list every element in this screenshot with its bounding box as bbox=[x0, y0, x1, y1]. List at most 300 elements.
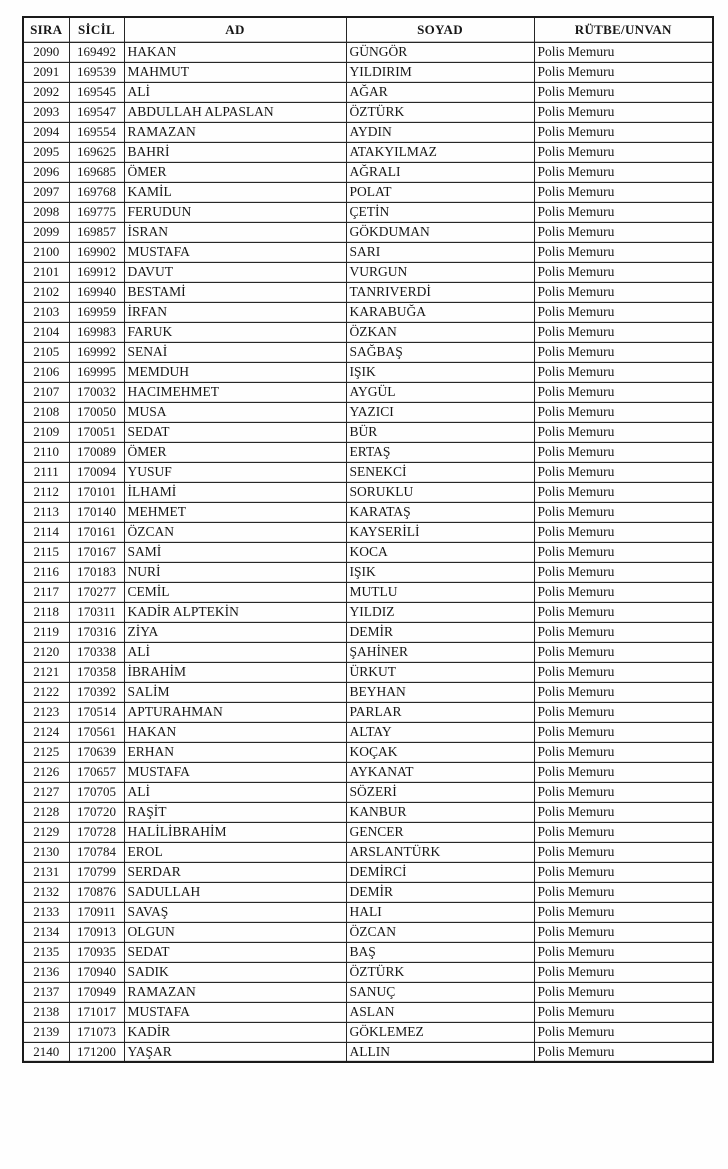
cell-rutbe: Polis Memuru bbox=[534, 442, 713, 462]
cell-sira: 2132 bbox=[23, 882, 69, 902]
cell-sira: 2109 bbox=[23, 422, 69, 442]
cell-sicil: 169625 bbox=[69, 142, 124, 162]
cell-sicil: 169857 bbox=[69, 222, 124, 242]
cell-ad: İSRAN bbox=[124, 222, 346, 242]
cell-sira: 2097 bbox=[23, 182, 69, 202]
cell-sicil: 170720 bbox=[69, 802, 124, 822]
cell-rutbe: Polis Memuru bbox=[534, 102, 713, 122]
cell-ad: MUSA bbox=[124, 402, 346, 422]
table-row bbox=[23, 362, 713, 382]
table-row bbox=[23, 62, 713, 82]
cell-rutbe: Polis Memuru bbox=[534, 562, 713, 582]
cell-soyad: ÖZTÜRK bbox=[346, 962, 534, 982]
table-row bbox=[23, 202, 713, 222]
table-row bbox=[23, 342, 713, 362]
header-row bbox=[23, 17, 713, 42]
cell-sicil: 170316 bbox=[69, 622, 124, 642]
cell-ad: HAKAN bbox=[124, 722, 346, 742]
cell-soyad: ALLIN bbox=[346, 1042, 534, 1062]
cell-sicil: 170728 bbox=[69, 822, 124, 842]
cell-rutbe: Polis Memuru bbox=[534, 602, 713, 622]
table-row bbox=[23, 262, 713, 282]
cell-sicil: 170032 bbox=[69, 382, 124, 402]
cell-sicil: 169992 bbox=[69, 342, 124, 362]
cell-sicil: 170183 bbox=[69, 562, 124, 582]
cell-soyad: TANRIVERDİ bbox=[346, 282, 534, 302]
cell-sicil: 170799 bbox=[69, 862, 124, 882]
table-row bbox=[23, 162, 713, 182]
table-row bbox=[23, 82, 713, 102]
table-row bbox=[23, 642, 713, 662]
cell-ad: MUSTAFA bbox=[124, 242, 346, 262]
cell-sira: 2094 bbox=[23, 122, 69, 142]
cell-ad: ALİ bbox=[124, 642, 346, 662]
cell-soyad: VURGUN bbox=[346, 262, 534, 282]
cell-rutbe: Polis Memuru bbox=[534, 122, 713, 142]
cell-rutbe: Polis Memuru bbox=[534, 162, 713, 182]
table-row bbox=[23, 122, 713, 142]
cell-soyad: ÖZKAN bbox=[346, 322, 534, 342]
cell-sicil: 169492 bbox=[69, 42, 124, 62]
cell-rutbe: Polis Memuru bbox=[534, 382, 713, 402]
cell-soyad: BAŞ bbox=[346, 942, 534, 962]
table-row bbox=[23, 962, 713, 982]
cell-ad: ÖMER bbox=[124, 442, 346, 462]
cell-sicil: 171017 bbox=[69, 1002, 124, 1022]
cell-rutbe: Polis Memuru bbox=[534, 542, 713, 562]
cell-soyad: PARLAR bbox=[346, 702, 534, 722]
table-row bbox=[23, 822, 713, 842]
cell-sicil: 171200 bbox=[69, 1042, 124, 1062]
cell-ad: KADİR bbox=[124, 1022, 346, 1042]
cell-rutbe: Polis Memuru bbox=[534, 742, 713, 762]
cell-sicil: 170913 bbox=[69, 922, 124, 942]
cell-soyad: ÖZTÜRK bbox=[346, 102, 534, 122]
table-row bbox=[23, 402, 713, 422]
cell-ad: HACIMEHMET bbox=[124, 382, 346, 402]
cell-sicil: 170140 bbox=[69, 502, 124, 522]
cell-ad: HAKAN bbox=[124, 42, 346, 62]
table-row bbox=[23, 102, 713, 122]
cell-soyad: KOÇAK bbox=[346, 742, 534, 762]
table-row bbox=[23, 882, 713, 902]
cell-rutbe: Polis Memuru bbox=[534, 982, 713, 1002]
column-header-ad: AD bbox=[124, 17, 346, 42]
cell-ad: EROL bbox=[124, 842, 346, 862]
cell-sira: 2096 bbox=[23, 162, 69, 182]
cell-ad: ALİ bbox=[124, 782, 346, 802]
cell-sira: 2134 bbox=[23, 922, 69, 942]
cell-soyad: ARSLANTÜRK bbox=[346, 842, 534, 862]
cell-sicil: 170311 bbox=[69, 602, 124, 622]
table-row bbox=[23, 522, 713, 542]
cell-ad: İLHAMİ bbox=[124, 482, 346, 502]
cell-soyad: SORUKLU bbox=[346, 482, 534, 502]
cell-soyad: GÖKLEMEZ bbox=[346, 1022, 534, 1042]
cell-ad: SADULLAH bbox=[124, 882, 346, 902]
cell-ad: SAMİ bbox=[124, 542, 346, 562]
cell-sicil: 170161 bbox=[69, 522, 124, 542]
table-row bbox=[23, 322, 713, 342]
cell-rutbe: Polis Memuru bbox=[534, 842, 713, 862]
cell-sira: 2127 bbox=[23, 782, 69, 802]
cell-sira: 2093 bbox=[23, 102, 69, 122]
table-row bbox=[23, 562, 713, 582]
cell-sira: 2137 bbox=[23, 982, 69, 1002]
cell-soyad: KANBUR bbox=[346, 802, 534, 822]
cell-sira: 2102 bbox=[23, 282, 69, 302]
cell-rutbe: Polis Memuru bbox=[534, 1002, 713, 1022]
cell-rutbe: Polis Memuru bbox=[534, 222, 713, 242]
table-row bbox=[23, 982, 713, 1002]
cell-soyad: KARABUĞA bbox=[346, 302, 534, 322]
table-row bbox=[23, 662, 713, 682]
cell-sicil: 170876 bbox=[69, 882, 124, 902]
column-header-sira: SIRA bbox=[23, 17, 69, 42]
table-row bbox=[23, 602, 713, 622]
table-row bbox=[23, 842, 713, 862]
cell-ad: RAŞİT bbox=[124, 802, 346, 822]
cell-rutbe: Polis Memuru bbox=[534, 682, 713, 702]
cell-sicil: 170358 bbox=[69, 662, 124, 682]
cell-rutbe: Polis Memuru bbox=[534, 262, 713, 282]
cell-soyad: YILDIRIM bbox=[346, 62, 534, 82]
cell-soyad: ALTAY bbox=[346, 722, 534, 742]
cell-rutbe: Polis Memuru bbox=[534, 582, 713, 602]
cell-ad: BESTAMİ bbox=[124, 282, 346, 302]
cell-sira: 2111 bbox=[23, 462, 69, 482]
cell-soyad: BÜR bbox=[346, 422, 534, 442]
cell-ad: SEDAT bbox=[124, 422, 346, 442]
cell-sira: 2114 bbox=[23, 522, 69, 542]
cell-sira: 2100 bbox=[23, 242, 69, 262]
cell-rutbe: Polis Memuru bbox=[534, 282, 713, 302]
table-row bbox=[23, 142, 713, 162]
cell-sira: 2090 bbox=[23, 42, 69, 62]
table-row bbox=[23, 682, 713, 702]
cell-ad: İBRAHİM bbox=[124, 662, 346, 682]
cell-ad: SENAİ bbox=[124, 342, 346, 362]
cell-sira: 2098 bbox=[23, 202, 69, 222]
cell-ad: DAVUT bbox=[124, 262, 346, 282]
cell-soyad: AYGÜL bbox=[346, 382, 534, 402]
cell-rutbe: Polis Memuru bbox=[534, 362, 713, 382]
cell-soyad: ERTAŞ bbox=[346, 442, 534, 462]
cell-rutbe: Polis Memuru bbox=[534, 322, 713, 342]
cell-ad: ABDULLAH ALPASLAN bbox=[124, 102, 346, 122]
cell-rutbe: Polis Memuru bbox=[534, 1022, 713, 1042]
cell-sicil: 169902 bbox=[69, 242, 124, 262]
table-row bbox=[23, 482, 713, 502]
table-row bbox=[23, 922, 713, 942]
table-row bbox=[23, 182, 713, 202]
cell-ad: MUSTAFA bbox=[124, 762, 346, 782]
cell-sicil: 170277 bbox=[69, 582, 124, 602]
cell-soyad: SANUÇ bbox=[346, 982, 534, 1002]
cell-sicil: 170949 bbox=[69, 982, 124, 1002]
cell-soyad: MUTLU bbox=[346, 582, 534, 602]
table-row bbox=[23, 542, 713, 562]
cell-sira: 2105 bbox=[23, 342, 69, 362]
cell-rutbe: Polis Memuru bbox=[534, 862, 713, 882]
table-row bbox=[23, 302, 713, 322]
cell-ad: SAVAŞ bbox=[124, 902, 346, 922]
cell-sicil: 169959 bbox=[69, 302, 124, 322]
cell-sira: 2140 bbox=[23, 1042, 69, 1062]
cell-sicil: 170657 bbox=[69, 762, 124, 782]
cell-ad: SALİM bbox=[124, 682, 346, 702]
table-row bbox=[23, 1002, 713, 1022]
cell-sira: 2128 bbox=[23, 802, 69, 822]
cell-soyad: GENCER bbox=[346, 822, 534, 842]
table-row bbox=[23, 622, 713, 642]
cell-sira: 2138 bbox=[23, 1002, 69, 1022]
cell-sira: 2110 bbox=[23, 442, 69, 462]
cell-soyad: KAYSERİLİ bbox=[346, 522, 534, 542]
cell-rutbe: Polis Memuru bbox=[534, 242, 713, 262]
table-header bbox=[23, 17, 713, 42]
cell-sicil: 170911 bbox=[69, 902, 124, 922]
cell-rutbe: Polis Memuru bbox=[534, 622, 713, 642]
cell-sicil: 169545 bbox=[69, 82, 124, 102]
cell-rutbe: Polis Memuru bbox=[534, 502, 713, 522]
table-row bbox=[23, 702, 713, 722]
cell-sicil: 170101 bbox=[69, 482, 124, 502]
cell-sira: 2131 bbox=[23, 862, 69, 882]
table-row bbox=[23, 242, 713, 262]
cell-ad: BAHRİ bbox=[124, 142, 346, 162]
cell-soyad: ASLAN bbox=[346, 1002, 534, 1022]
cell-rutbe: Polis Memuru bbox=[534, 902, 713, 922]
cell-sira: 2115 bbox=[23, 542, 69, 562]
cell-ad: CEMİL bbox=[124, 582, 346, 602]
table-row bbox=[23, 862, 713, 882]
cell-sira: 2125 bbox=[23, 742, 69, 762]
table-row bbox=[23, 282, 713, 302]
cell-ad: SEDAT bbox=[124, 942, 346, 962]
cell-rutbe: Polis Memuru bbox=[534, 142, 713, 162]
cell-rutbe: Polis Memuru bbox=[534, 342, 713, 362]
cell-soyad: ATAKYILMAZ bbox=[346, 142, 534, 162]
cell-ad: MAHMUT bbox=[124, 62, 346, 82]
table-row bbox=[23, 802, 713, 822]
cell-soyad: DEMİRCİ bbox=[346, 862, 534, 882]
cell-ad: HALİLİBRAHİM bbox=[124, 822, 346, 842]
cell-rutbe: Polis Memuru bbox=[534, 522, 713, 542]
cell-soyad: ÖZCAN bbox=[346, 922, 534, 942]
cell-rutbe: Polis Memuru bbox=[534, 802, 713, 822]
cell-rutbe: Polis Memuru bbox=[534, 1042, 713, 1062]
table-row bbox=[23, 782, 713, 802]
cell-ad: RAMAZAN bbox=[124, 122, 346, 142]
table-row bbox=[23, 722, 713, 742]
table-row bbox=[23, 462, 713, 482]
table-row bbox=[23, 42, 713, 62]
cell-rutbe: Polis Memuru bbox=[534, 762, 713, 782]
personnel-table bbox=[22, 16, 714, 1063]
cell-sicil: 170094 bbox=[69, 462, 124, 482]
cell-ad: RAMAZAN bbox=[124, 982, 346, 1002]
cell-sicil: 169685 bbox=[69, 162, 124, 182]
cell-ad: FARUK bbox=[124, 322, 346, 342]
cell-sicil: 170705 bbox=[69, 782, 124, 802]
cell-ad: MEHMET bbox=[124, 502, 346, 522]
table-row bbox=[23, 942, 713, 962]
cell-rutbe: Polis Memuru bbox=[534, 182, 713, 202]
cell-rutbe: Polis Memuru bbox=[534, 402, 713, 422]
cell-sira: 2136 bbox=[23, 962, 69, 982]
cell-ad: ÖMER bbox=[124, 162, 346, 182]
cell-soyad: YILDIZ bbox=[346, 602, 534, 622]
cell-rutbe: Polis Memuru bbox=[534, 482, 713, 502]
cell-ad: ALİ bbox=[124, 82, 346, 102]
cell-sira: 2092 bbox=[23, 82, 69, 102]
cell-rutbe: Polis Memuru bbox=[534, 822, 713, 842]
cell-soyad: AĞAR bbox=[346, 82, 534, 102]
cell-ad: FERUDUN bbox=[124, 202, 346, 222]
cell-ad: OLGUN bbox=[124, 922, 346, 942]
cell-sira: 2133 bbox=[23, 902, 69, 922]
cell-soyad: AĞRALI bbox=[346, 162, 534, 182]
cell-ad: YUSUF bbox=[124, 462, 346, 482]
cell-sicil: 169983 bbox=[69, 322, 124, 342]
cell-sira: 2135 bbox=[23, 942, 69, 962]
cell-rutbe: Polis Memuru bbox=[534, 702, 713, 722]
cell-ad: KADİR ALPTEKİN bbox=[124, 602, 346, 622]
cell-sicil: 170051 bbox=[69, 422, 124, 442]
cell-soyad: BEYHAN bbox=[346, 682, 534, 702]
table-row bbox=[23, 1022, 713, 1042]
cell-soyad: AYKANAT bbox=[346, 762, 534, 782]
cell-soyad: DEMİR bbox=[346, 622, 534, 642]
cell-soyad: KARATAŞ bbox=[346, 502, 534, 522]
cell-sira: 2121 bbox=[23, 662, 69, 682]
cell-ad: KAMİL bbox=[124, 182, 346, 202]
cell-soyad: ÜRKUT bbox=[346, 662, 534, 682]
table-row bbox=[23, 222, 713, 242]
cell-ad: MUSTAFA bbox=[124, 1002, 346, 1022]
cell-soyad: SARI bbox=[346, 242, 534, 262]
cell-ad: ÖZCAN bbox=[124, 522, 346, 542]
cell-sira: 2119 bbox=[23, 622, 69, 642]
table-row bbox=[23, 502, 713, 522]
cell-sira: 2118 bbox=[23, 602, 69, 622]
cell-rutbe: Polis Memuru bbox=[534, 82, 713, 102]
cell-rutbe: Polis Memuru bbox=[534, 62, 713, 82]
cell-soyad: POLAT bbox=[346, 182, 534, 202]
cell-sira: 2139 bbox=[23, 1022, 69, 1042]
cell-rutbe: Polis Memuru bbox=[534, 922, 713, 942]
cell-ad: İRFAN bbox=[124, 302, 346, 322]
table-row bbox=[23, 382, 713, 402]
cell-soyad: ŞAHİNER bbox=[346, 642, 534, 662]
cell-rutbe: Polis Memuru bbox=[534, 302, 713, 322]
cell-sira: 2117 bbox=[23, 582, 69, 602]
table-row bbox=[23, 742, 713, 762]
cell-sicil: 169539 bbox=[69, 62, 124, 82]
cell-ad: MEMDUH bbox=[124, 362, 346, 382]
cell-sira: 2104 bbox=[23, 322, 69, 342]
cell-soyad: DEMİR bbox=[346, 882, 534, 902]
cell-sira: 2099 bbox=[23, 222, 69, 242]
cell-soyad: KOCA bbox=[346, 542, 534, 562]
cell-ad: NURİ bbox=[124, 562, 346, 582]
cell-soyad: SAĞBAŞ bbox=[346, 342, 534, 362]
column-header-sicil: SİCİL bbox=[69, 17, 124, 42]
table-row bbox=[23, 902, 713, 922]
cell-rutbe: Polis Memuru bbox=[534, 662, 713, 682]
cell-sicil: 169940 bbox=[69, 282, 124, 302]
cell-ad: SADIK bbox=[124, 962, 346, 982]
cell-sicil: 169995 bbox=[69, 362, 124, 382]
cell-sicil: 170050 bbox=[69, 402, 124, 422]
cell-soyad: IŞIK bbox=[346, 562, 534, 582]
cell-sicil: 170784 bbox=[69, 842, 124, 862]
cell-sicil: 169547 bbox=[69, 102, 124, 122]
cell-sira: 2101 bbox=[23, 262, 69, 282]
cell-soyad: HALI bbox=[346, 902, 534, 922]
table-row bbox=[23, 582, 713, 602]
table-row bbox=[23, 1042, 713, 1062]
cell-rutbe: Polis Memuru bbox=[534, 42, 713, 62]
cell-ad: YAŞAR bbox=[124, 1042, 346, 1062]
cell-ad: ZİYA bbox=[124, 622, 346, 642]
table-row bbox=[23, 422, 713, 442]
cell-sicil: 170089 bbox=[69, 442, 124, 462]
cell-rutbe: Polis Memuru bbox=[534, 882, 713, 902]
cell-soyad: GÜNGÖR bbox=[346, 42, 534, 62]
cell-rutbe: Polis Memuru bbox=[534, 962, 713, 982]
cell-sira: 2095 bbox=[23, 142, 69, 162]
cell-sicil: 170167 bbox=[69, 542, 124, 562]
cell-soyad: SÖZERİ bbox=[346, 782, 534, 802]
cell-sicil: 170338 bbox=[69, 642, 124, 662]
cell-sira: 2126 bbox=[23, 762, 69, 782]
cell-soyad: AYDIN bbox=[346, 122, 534, 142]
cell-rutbe: Polis Memuru bbox=[534, 942, 713, 962]
cell-ad: ERHAN bbox=[124, 742, 346, 762]
cell-sira: 2108 bbox=[23, 402, 69, 422]
cell-sira: 2123 bbox=[23, 702, 69, 722]
cell-sicil: 170935 bbox=[69, 942, 124, 962]
cell-soyad: SENEKCİ bbox=[346, 462, 534, 482]
cell-sira: 2107 bbox=[23, 382, 69, 402]
cell-sira: 2124 bbox=[23, 722, 69, 742]
cell-sicil: 170639 bbox=[69, 742, 124, 762]
cell-rutbe: Polis Memuru bbox=[534, 462, 713, 482]
cell-soyad: IŞIK bbox=[346, 362, 534, 382]
column-header-rutbe: RÜTBE/UNVAN bbox=[534, 17, 713, 42]
cell-sira: 2116 bbox=[23, 562, 69, 582]
column-header-soyad: SOYAD bbox=[346, 17, 534, 42]
cell-sira: 2122 bbox=[23, 682, 69, 702]
cell-soyad: YAZICI bbox=[346, 402, 534, 422]
cell-sicil: 170514 bbox=[69, 702, 124, 722]
cell-rutbe: Polis Memuru bbox=[534, 782, 713, 802]
cell-sira: 2113 bbox=[23, 502, 69, 522]
cell-sira: 2129 bbox=[23, 822, 69, 842]
table-body bbox=[23, 42, 713, 1062]
cell-sira: 2112 bbox=[23, 482, 69, 502]
cell-rutbe: Polis Memuru bbox=[534, 202, 713, 222]
table-row bbox=[23, 762, 713, 782]
cell-rutbe: Polis Memuru bbox=[534, 422, 713, 442]
cell-sira: 2106 bbox=[23, 362, 69, 382]
cell-sicil: 170392 bbox=[69, 682, 124, 702]
cell-rutbe: Polis Memuru bbox=[534, 642, 713, 662]
table-row bbox=[23, 442, 713, 462]
cell-rutbe: Polis Memuru bbox=[534, 722, 713, 742]
